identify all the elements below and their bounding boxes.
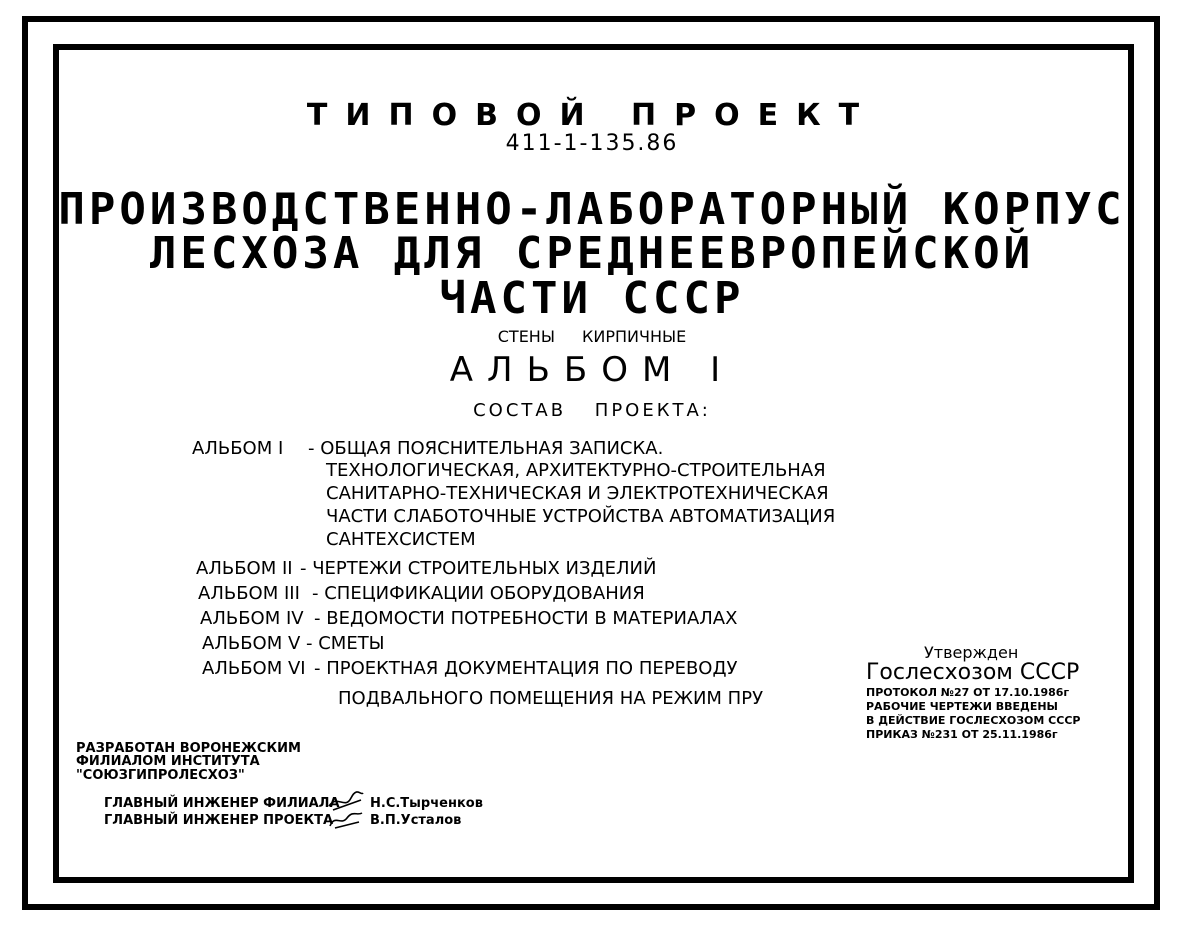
album-1-name: АЛЬБОМ I xyxy=(192,438,284,459)
album-5-line-1: - СМЕТЫ xyxy=(306,633,385,654)
type-project-heading: ТИПОВОЙ ПРОЕКТ xyxy=(306,98,878,133)
album-2-line-1: - ЧЕРТЕЖИ СТРОИТЕЛЬНЫХ ИЗДЕЛИЙ xyxy=(300,558,657,579)
album-2-name: АЛЬБОМ II xyxy=(196,558,293,579)
chief-engineer-project-name: В.П.Усталов xyxy=(370,813,462,828)
album-5-name: АЛЬБОМ V xyxy=(202,633,301,654)
developer-line-2: ФИЛИАЛОМ ИНСТИТУТА xyxy=(76,754,260,769)
composition-label: СОСТАВ ПРОЕКТА: xyxy=(473,400,711,421)
album-3-name: АЛЬБОМ III xyxy=(198,583,300,604)
album-heading: АЛЬБОМ I xyxy=(449,350,735,390)
album-6-line-1: - ПРОЕКТНАЯ ДОКУМЕНТАЦИЯ ПО ПЕРЕВОДУ xyxy=(314,658,738,679)
chief-engineer-branch-role: ГЛАВНЫЙ ИНЖЕНЕР ФИЛИАЛА xyxy=(104,796,340,811)
title-line-3: ЧАСТИ СССР xyxy=(439,273,745,324)
approved-label: Утвержден xyxy=(924,643,1019,662)
developer-line-1: РАЗРАБОТАН ВОРОНЕЖСКИМ xyxy=(76,741,301,756)
approval-order: ПРИКАЗ №231 ОТ 25.11.1986г xyxy=(866,728,1058,741)
album-3-line-1: - СПЕЦИФИКАЦИИ ОБОРУДОВАНИЯ xyxy=(312,583,645,604)
album-1-line-3: САНИТАРНО-ТЕХНИЧЕСКАЯ И ЭЛЕКТРОТЕХНИЧЕСКАЯ xyxy=(326,483,829,504)
approving-org: Гослесхозом СССР xyxy=(866,660,1080,685)
project-number: 411-1-135.86 xyxy=(505,131,679,156)
chief-engineer-project-role: ГЛАВНЫЙ ИНЖЕНЕР ПРОЕКТА xyxy=(104,813,334,828)
album-4-name: АЛЬБОМ IV xyxy=(200,608,304,629)
approval-line-2: РАБОЧИЕ ЧЕРТЕЖИ ВВЕДЕНЫ xyxy=(866,700,1058,713)
album-4-line-1: - ВЕДОМОСТИ ПОТРЕБНОСТИ В МАТЕРИАЛАХ xyxy=(314,608,738,629)
album-6-name: АЛЬБОМ VI xyxy=(202,658,306,679)
title-line-2: ЛЕСХОЗА ДЛЯ СРЕДНЕЕВРОПЕЙСКОЙ xyxy=(149,228,1035,279)
album-1-line-5: САНТЕХСИСТЕМ xyxy=(326,529,476,550)
album-1-line-4: ЧАСТИ СЛАБОТОЧНЫЕ УСТРОЙСТВА АВТОМАТИЗАЦИЯ xyxy=(326,506,836,527)
approval-line-3: В ДЕЙСТВИЕ ГОСЛЕСХОЗОМ СССР xyxy=(866,714,1081,727)
signature-2-icon xyxy=(327,808,365,830)
walls-subtitle: СТЕНЫ КИРПИЧНЫЕ xyxy=(497,327,687,346)
chief-engineer-branch-name: Н.С.Тырченков xyxy=(370,796,483,811)
album-6-line-2: ПОДВАЛЬНОГО ПОМЕЩЕНИЯ НА РЕЖИМ ПРУ xyxy=(338,688,764,709)
album-1-line-2: ТЕХНОЛОГИЧЕСКАЯ, АРХИТЕКТУРНО-СТРОИТЕЛЬНАЯ xyxy=(326,460,826,481)
approval-protocol: ПРОТОКОЛ №27 ОТ 17.10.1986г xyxy=(866,686,1070,699)
album-1-line-1: - ОБЩАЯ ПОЯСНИТЕЛЬНАЯ ЗАПИСКА. xyxy=(308,438,664,459)
developer-line-3: "СОЮЗГИПРОЛЕСХОЗ" xyxy=(76,768,245,783)
title-line-1: ПРОИЗВОДСТВЕННО-ЛАБОРАТОРНЫЙ КОРПУС xyxy=(58,184,1126,235)
